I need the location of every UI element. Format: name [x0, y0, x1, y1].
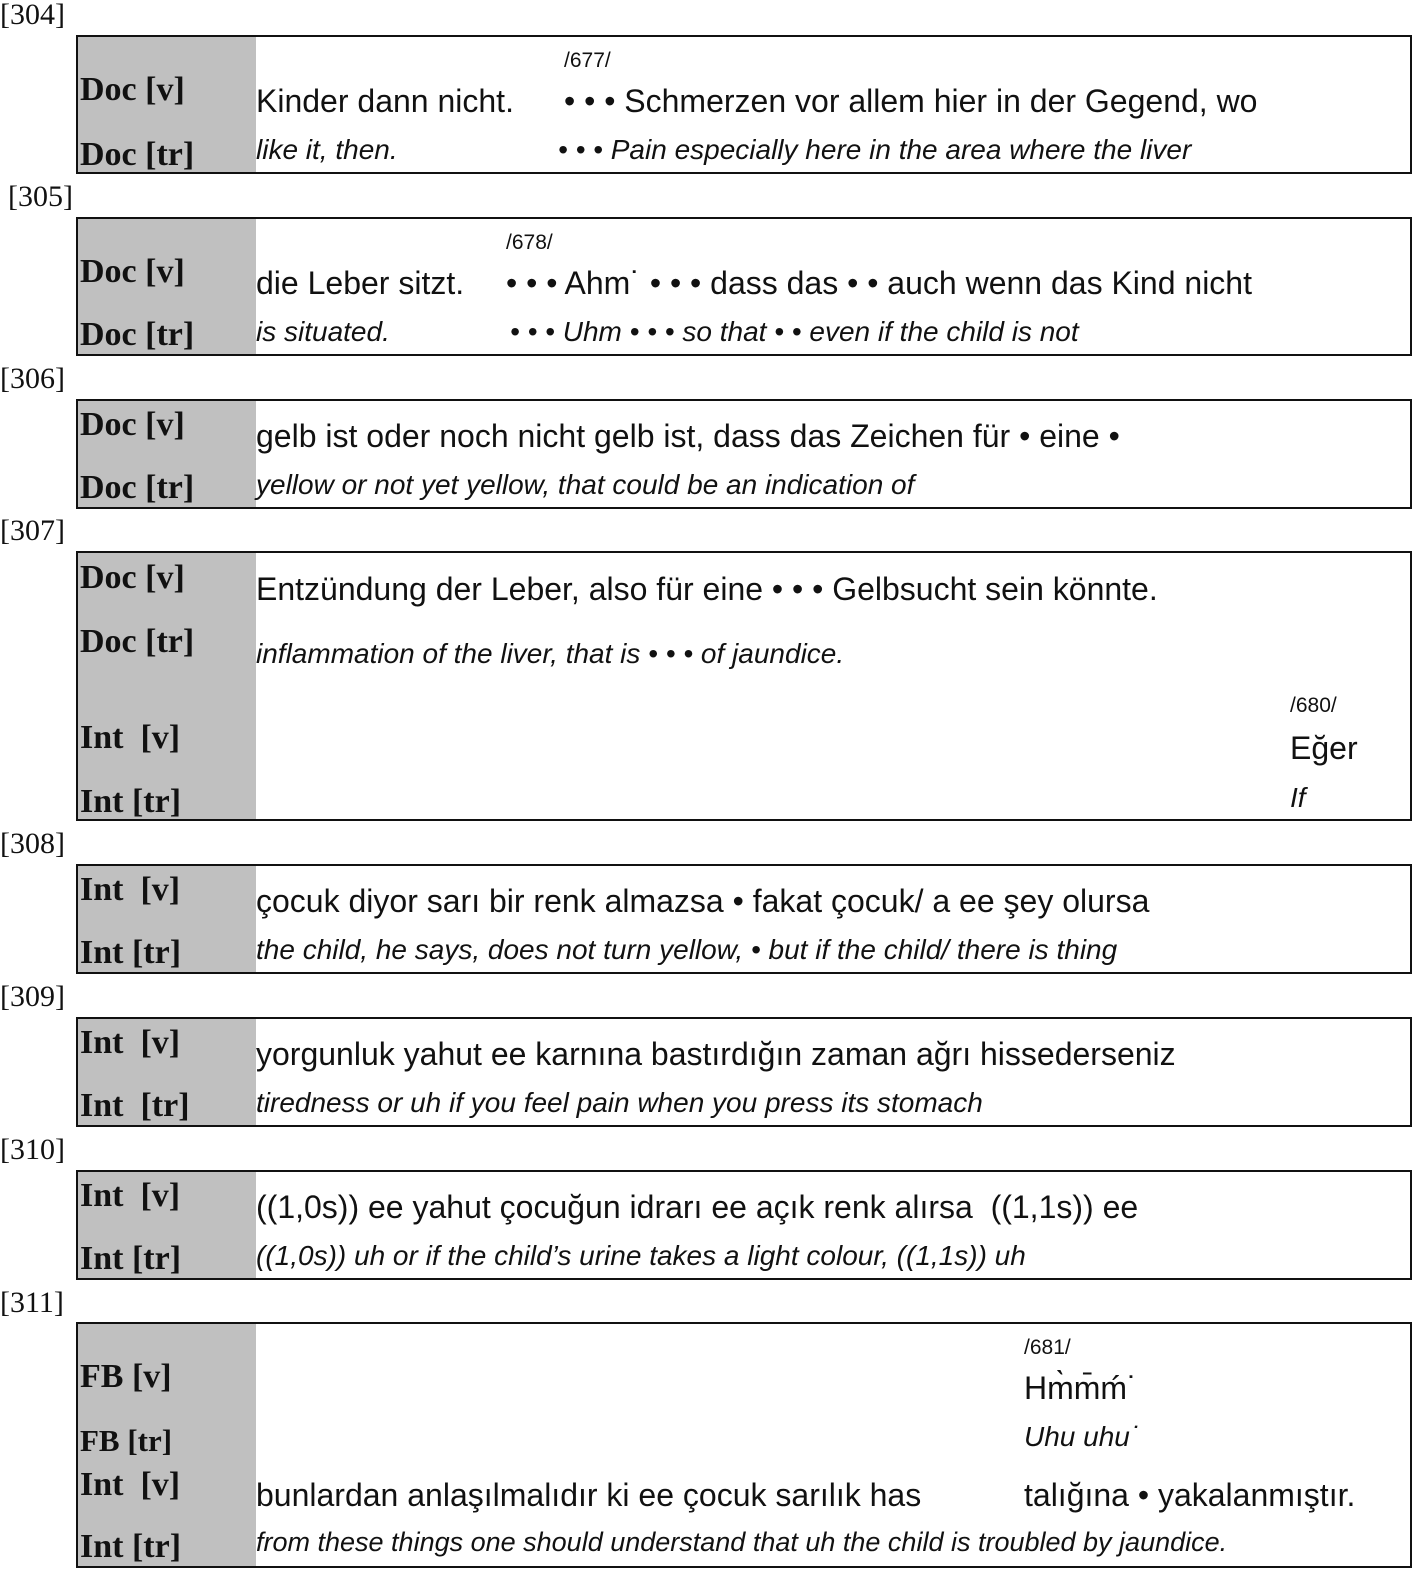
- timestamp-anchor: /677/: [564, 49, 611, 72]
- translation-text: If: [1290, 782, 1306, 813]
- segment-306: [76, 399, 1412, 509]
- tier-label: Doc [tr]: [80, 623, 195, 660]
- translation-text-cont: • • • Uhm • • • so that • • even if the child is not: [510, 316, 1079, 347]
- tier-label: Int [v]: [80, 1177, 181, 1214]
- verbal-text-cont: • • • Ahm˙ • • • dass das • • auch wenn das Kind nicht: [506, 265, 1252, 301]
- tier-label: Doc [v]: [80, 253, 185, 290]
- tier-label: Int [v]: [80, 1024, 181, 1061]
- verbal-text: yorgunluk yahut ee karnına bastırdığın zaman ağrı hissederseniz: [256, 1036, 1176, 1072]
- tier-label: Int [tr]: [80, 783, 182, 820]
- verbal-text: die Leber sitzt.: [256, 265, 465, 301]
- tier-label: Doc [tr]: [80, 136, 195, 173]
- translation-text: like it, then.: [256, 134, 398, 165]
- segment-number: [305]: [8, 180, 73, 213]
- segment-304: [76, 35, 1412, 174]
- translation-text-cont: • • • Pain especially here in the area where the liver: [558, 134, 1192, 165]
- segment-307: [76, 551, 1412, 821]
- tier-label: Int [v]: [80, 1466, 181, 1503]
- tier-label: Doc [tr]: [80, 316, 195, 353]
- verbal-text-cont: talığına • yakalanmıştır.: [1024, 1477, 1356, 1513]
- tier-label: Doc [tr]: [80, 469, 195, 506]
- verbal-text: bunlardan anlaşılmalıdır ki ee çocuk sarılık has: [256, 1477, 922, 1513]
- segment-number: [304]: [0, 0, 65, 31]
- tier-label: Int [v]: [80, 719, 181, 756]
- timestamp-anchor: /678/: [506, 231, 553, 254]
- verbal-text: gelb ist oder noch nicht gelb ist, dass das Zeichen für • eine •: [256, 418, 1120, 454]
- segment-308: [76, 864, 1412, 974]
- tier-label: FB [tr]: [80, 1423, 173, 1458]
- tier-label: Int [v]: [80, 871, 181, 908]
- timestamp-anchor: /681/: [1024, 1336, 1071, 1359]
- translation-text: tiredness or uh if you feel pain when you press its stomach: [256, 1087, 983, 1118]
- segment-311: [76, 1322, 1412, 1568]
- translation-text: Uhu uhu˙: [1024, 1421, 1140, 1452]
- timestamp-anchor: /680/: [1290, 694, 1337, 717]
- verbal-text: Eğer: [1290, 730, 1358, 766]
- segment-number: [310]: [0, 1133, 65, 1166]
- tier-label: Doc [v]: [80, 559, 185, 596]
- tier-label: Int [tr]: [80, 1240, 182, 1277]
- tier-label: Doc [v]: [80, 406, 185, 443]
- translation-text: yellow or not yet yellow, that could be an indication of: [256, 469, 915, 500]
- translation-text: is situated.: [256, 316, 390, 347]
- verbal-text: Kinder dann nicht.: [256, 83, 514, 119]
- verbal-text: ((1,0s)) ee yahut çocuğun idrarı ee açık renk alırsa ((1,1s)) ee: [256, 1189, 1139, 1225]
- tier-label: Int [tr]: [80, 934, 182, 971]
- segment-number: [311]: [0, 1286, 64, 1319]
- translation-text: ((1,0s)) uh or if the child’s urine takes a light colour, ((1,1s)) uh: [256, 1240, 1026, 1271]
- verbal-text: çocuk diyor sarı bir renk almazsa • fakat çocuk/ a ee şey olursa: [256, 883, 1150, 919]
- segment-number: [308]: [0, 827, 65, 860]
- tier-label: Doc [v]: [80, 71, 185, 108]
- translation-text: the child, he says, does not turn yellow, • but if the child/ there is thing: [256, 934, 1118, 965]
- verbal-text-cont: • • • Schmerzen vor allem hier in der Gegend, wo: [564, 83, 1258, 119]
- segment-310: [76, 1170, 1412, 1280]
- segment-305: [76, 217, 1412, 356]
- verbal-text: Entzündung der Leber, also für eine • • • Gelbsucht sein könnte.: [256, 571, 1158, 607]
- segment-number: [309]: [0, 980, 65, 1013]
- tier-label: Int [tr]: [80, 1528, 182, 1565]
- segment-number: [307]: [0, 514, 65, 547]
- segment-309: [76, 1017, 1412, 1127]
- translation-text: inflammation of the liver, that is • • • of jaundice.: [256, 638, 845, 669]
- segment-number: [306]: [0, 362, 65, 395]
- verbal-text: Hm̀m̄ḿ˙: [1024, 1370, 1138, 1406]
- tier-label: Int [tr]: [80, 1087, 190, 1124]
- translation-text: from these things one should understand that uh the child is troubled by jaundice.: [256, 1527, 1228, 1557]
- tier-label: FB [v]: [80, 1358, 172, 1395]
